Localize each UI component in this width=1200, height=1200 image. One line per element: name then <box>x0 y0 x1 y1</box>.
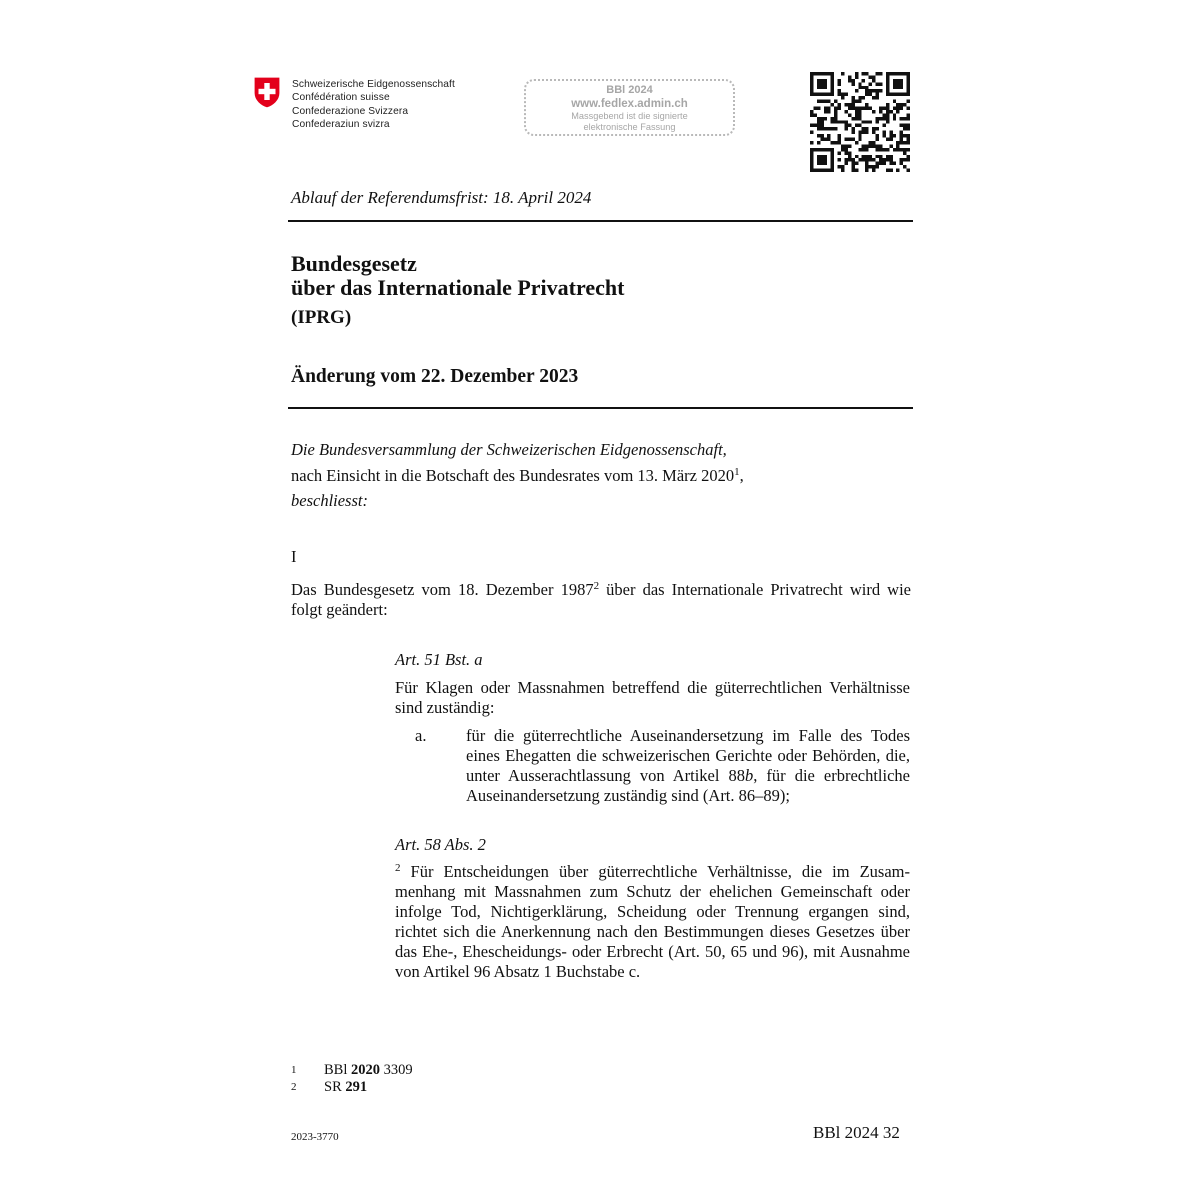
footnote-prefix: BBl <box>324 1062 351 1078</box>
article-heading: Art. 51 Bst. a <box>395 650 483 669</box>
divider <box>288 220 913 222</box>
preamble-consideration-text: nach Einsicht in die Botschaft des Bundesrates vom 13. März 2020 <box>291 466 735 485</box>
title-line-1: Bundesgesetz <box>291 251 417 276</box>
intro-paragraph <box>291 580 911 620</box>
stamp-line-3: Massgebend ist die signierte <box>571 111 688 121</box>
confederation-name-de: Schweizerische Eidgenossenschaft <box>292 79 455 90</box>
title-abbreviation: (IPRG) <box>291 307 352 328</box>
footnote-bold: 291 <box>345 1079 368 1095</box>
article-heading: Art. 58 Abs. 2 <box>395 835 486 854</box>
stamp-line-4: elektronische Fassung <box>583 122 676 132</box>
footnote <box>291 1079 367 1096</box>
list-item-letter: a. <box>415 726 427 745</box>
list-item-text <box>466 726 910 806</box>
list-item-text-2: , für die erbrechtliche Auseinandersetzung zuständig sind (Art. 86–89); <box>466 766 910 805</box>
preamble-consideration <box>291 466 744 486</box>
article-text-body: Für Entscheidungen über güterrechtliche Verhältnisse, die im Zusammenhang mit Massnahmen zum Schutz der ehelichen Gemeinschaft oder infolge Tod, Nichtigerklärung, Scheidung oder Trennung ergangen sind, richtet sich die Anerkennung nach den Bestimmungen dieses Gesetzes über das Ehe-, Ehescheidungs- oder Erbrecht (Art. 50, 65 und 96), mit Ausnahme von Artikel 96 Absatz 1 Buchstabe c. <box>395 862 910 981</box>
footnote-number: 1 <box>291 1064 297 1076</box>
footnote-prefix: SR <box>324 1079 346 1095</box>
footnote-ref[interactable]: 1 <box>734 466 740 478</box>
confederation-names <box>292 78 455 131</box>
footnote-ref[interactable]: 2 <box>593 580 600 592</box>
list-item-text-1: für die güterrechtliche Auseinandersetzung im Falle des Todes eines Ehegatten die schweizerischen Gerichte oder Behörden, die, unter Ausserachtlassung von Artikel 88 <box>466 726 910 785</box>
footnote <box>291 1062 413 1079</box>
page-reference: BBl 2024 32 <box>813 1123 900 1142</box>
preamble-resolves: beschliesst: <box>291 491 368 510</box>
document-title <box>291 252 624 300</box>
qr-code-icon <box>810 72 910 172</box>
publication-stamp <box>524 79 735 136</box>
confederation-name-it: Confederazione Svizzera <box>292 105 409 117</box>
section-numeral: I <box>291 547 297 566</box>
confederation-name-rm: Confederaziun svizra <box>292 118 390 130</box>
preamble-assembly: Die Bundesversammlung der Schweizerischen Eidgenossenschaft, <box>291 440 727 459</box>
article-text: Für Klagen oder Massnahmen betreffend die güterrechtlichen Verhältnisse sind zuständig: <box>395 678 910 717</box>
referendum-expiry: Ablauf der Referendumsfrist: 18. April 2024 <box>291 188 592 207</box>
stamp-line-2: www.fedlex.admin.ch <box>571 98 688 110</box>
list-item-text-italic: b <box>745 766 754 785</box>
document-id: 2023-3770 <box>291 1131 339 1143</box>
amendment-date: Änderung vom 22. Dezember 2023 <box>291 366 579 387</box>
divider <box>288 407 913 409</box>
paragraph-number: 2 <box>395 862 401 874</box>
footnote-suffix: 3309 <box>380 1062 413 1078</box>
swiss-coat-of-arms-icon <box>253 76 281 109</box>
article-text <box>395 862 910 982</box>
confederation-name-fr: Confédération suisse <box>292 92 390 104</box>
footnote-bold: 2020 <box>351 1062 380 1078</box>
title-line-2: über das Internationale Privatrecht <box>291 275 625 300</box>
stamp-line-1: BBl 2024 <box>606 84 653 96</box>
intro-part-1: Das Bundesgesetz vom 18. Dezember 1987 <box>291 580 594 599</box>
preamble-consideration-end: , <box>739 466 744 485</box>
footnote-number: 2 <box>291 1081 297 1093</box>
intro-part-2: über das Internationale Privatrecht wird wie folgt geändert: <box>291 580 911 619</box>
